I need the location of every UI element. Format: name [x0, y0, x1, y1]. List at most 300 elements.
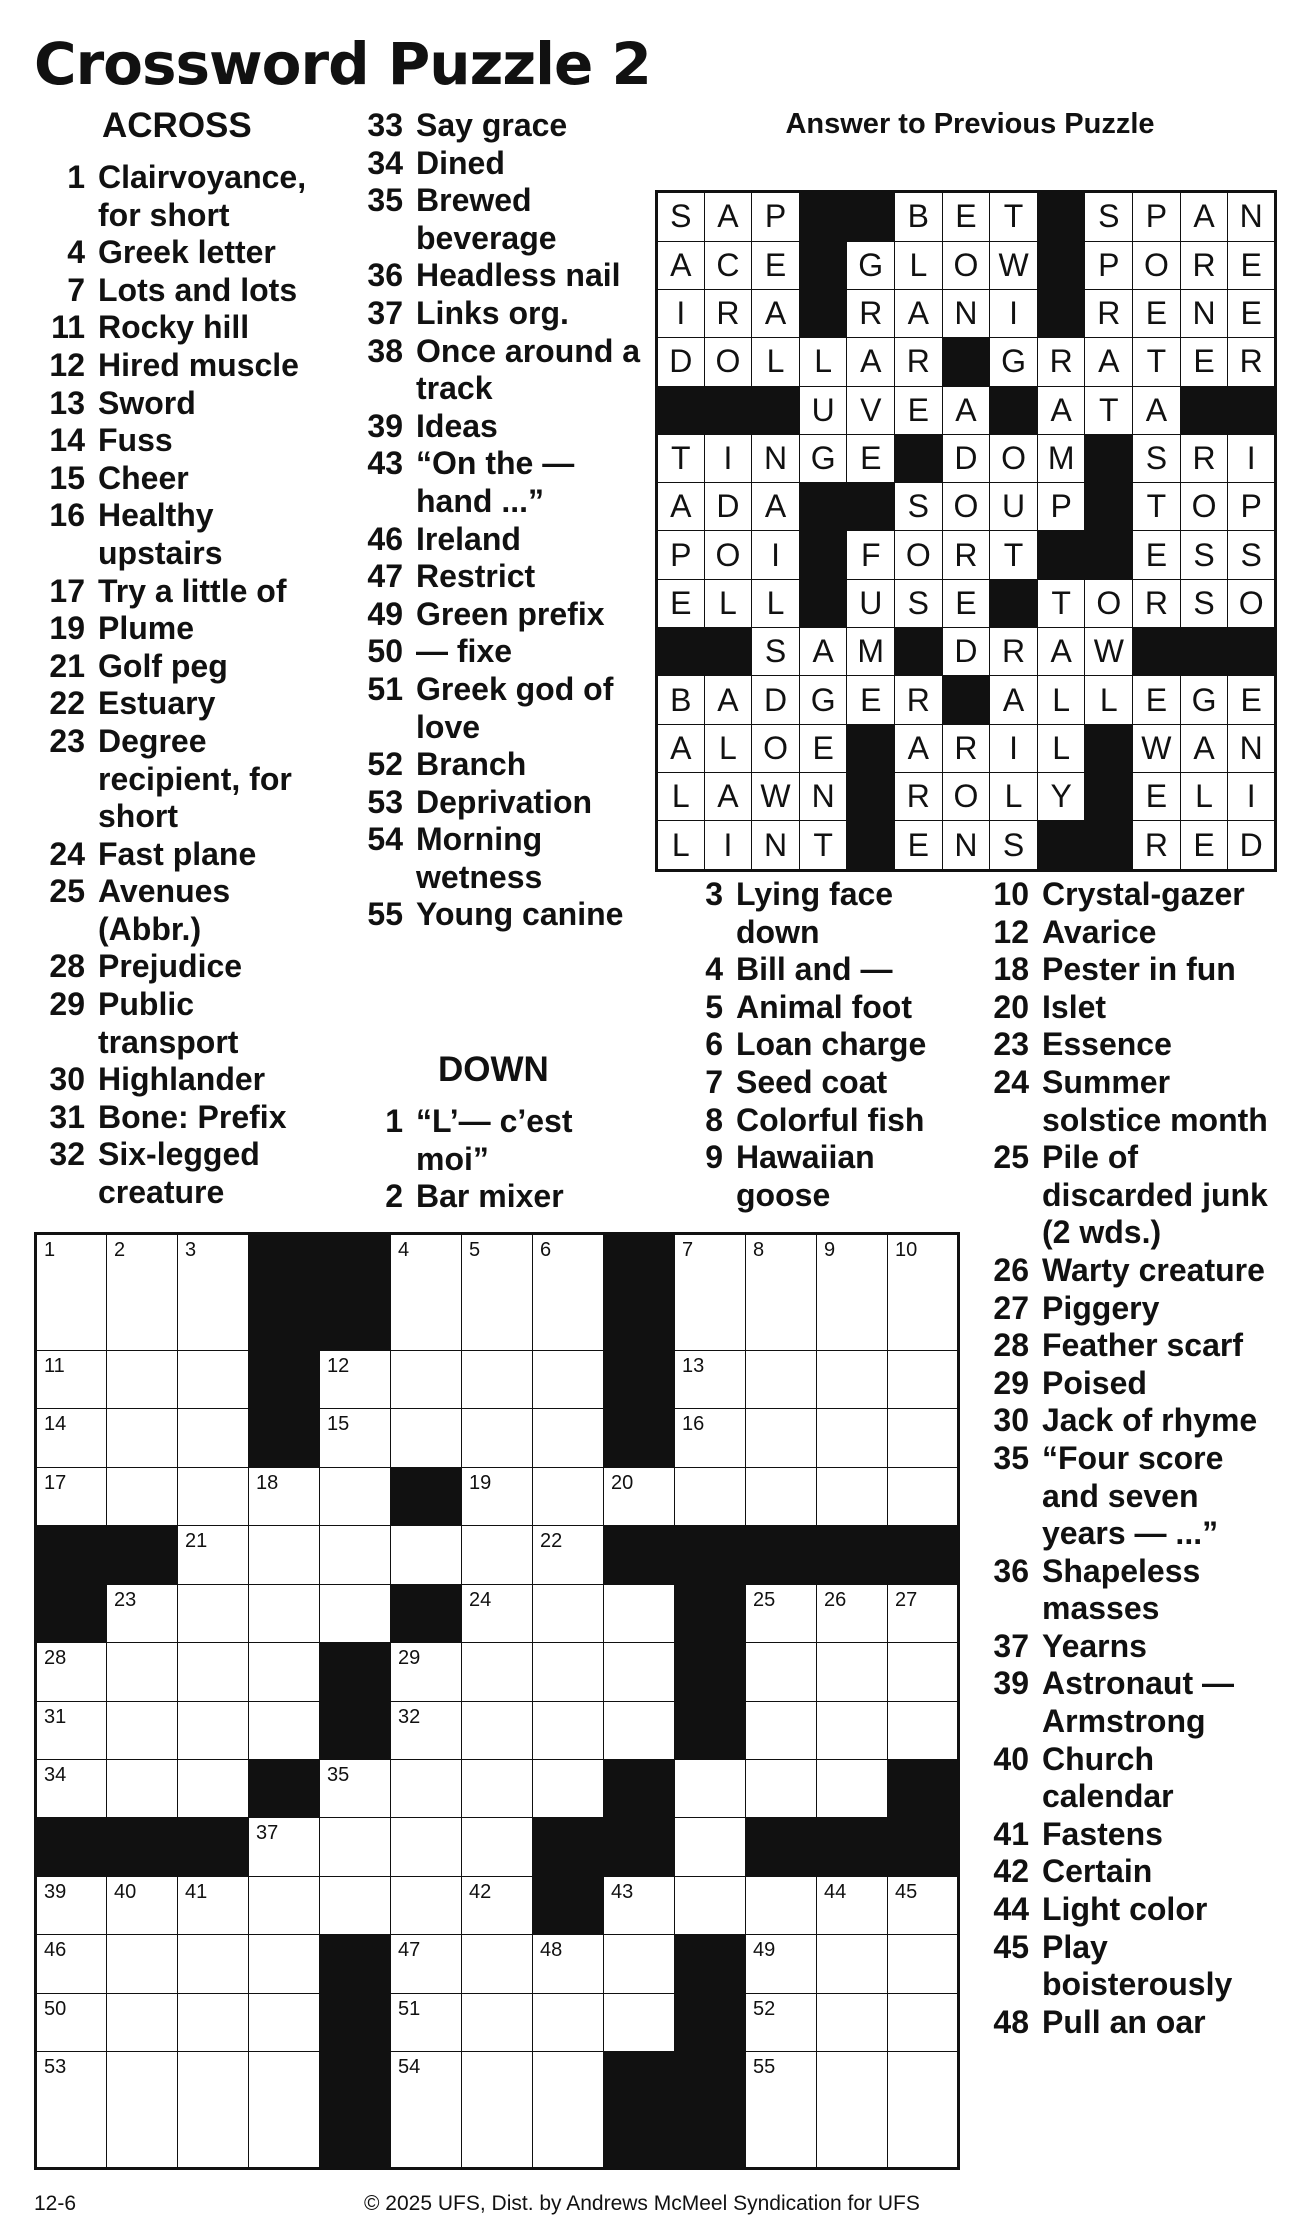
answer-cell: T — [657, 434, 705, 482]
grid-cell[interactable] — [533, 1643, 604, 1701]
grid-cell[interactable] — [462, 1350, 533, 1408]
grid-cell[interactable] — [533, 1935, 604, 1993]
clue-number: 13 — [49, 384, 85, 421]
answer-cell: A — [704, 192, 752, 242]
grid-cell[interactable] — [888, 1935, 959, 1993]
clue-number: 4 — [705, 951, 723, 988]
grid-cell[interactable] — [391, 1526, 462, 1584]
grid-cell[interactable] — [746, 1409, 817, 1467]
answer-row — [657, 289, 1276, 337]
clue-number: 37 — [367, 294, 403, 331]
cell-number: 42 — [469, 1880, 492, 1903]
grid-cell[interactable] — [178, 1467, 249, 1525]
answer-cell: E — [1133, 773, 1181, 821]
cell-number: 4 — [398, 1239, 410, 1261]
grid-cell[interactable] — [36, 1350, 107, 1408]
black-square — [657, 386, 705, 434]
clue-number: 42 — [993, 1853, 1029, 1890]
grid-cell[interactable] — [675, 1409, 746, 1467]
grid-cell[interactable] — [36, 2052, 107, 2169]
answer-cell: N — [942, 289, 990, 337]
grid-cell[interactable] — [675, 1818, 746, 1876]
grid-cell[interactable] — [391, 1701, 462, 1759]
answer-cell: O — [895, 531, 943, 579]
grid-cell[interactable] — [604, 1701, 675, 1759]
grid-cell[interactable] — [604, 1584, 675, 1642]
grid-cell[interactable] — [36, 1993, 107, 2051]
clue-number: 52 — [367, 746, 403, 783]
page-title: Crossword Puzzle 2 — [34, 30, 651, 98]
grid-cell[interactable] — [675, 1759, 746, 1817]
answer-cell: Y — [1037, 773, 1085, 821]
grid-row — [36, 2052, 959, 2169]
cell-number: 34 — [44, 1763, 67, 1786]
grid-cell[interactable] — [817, 1876, 888, 1934]
clue-text: Prejudice — [98, 948, 243, 985]
clue-number: 49 — [367, 595, 403, 632]
grid-cell[interactable] — [817, 1409, 888, 1467]
clue-number: 30 — [49, 1061, 85, 1098]
cell-number: 48 — [540, 1939, 563, 1962]
grid-cell[interactable] — [391, 1935, 462, 1993]
black-square — [249, 1409, 320, 1467]
grid-cell[interactable] — [533, 1234, 604, 1351]
cell-number: 1 — [44, 1239, 56, 1261]
grid-cell[interactable] — [391, 1409, 462, 1467]
grid-cell[interactable] — [391, 1643, 462, 1701]
grid-cell[interactable] — [462, 1993, 533, 2051]
clue-number: 24 — [993, 1063, 1029, 1100]
grid-cell[interactable] — [320, 1350, 391, 1408]
answer-cell: A — [1085, 338, 1133, 386]
clue-number: 36 — [993, 1552, 1029, 1589]
answer-cell: O — [1133, 241, 1181, 289]
answer-cell: S — [895, 579, 943, 627]
grid-cell[interactable] — [462, 1526, 533, 1584]
clue-text: Bar mixer — [416, 1178, 564, 1215]
black-square — [1037, 241, 1085, 289]
answer-cell: P — [1037, 483, 1085, 531]
clue-number: 25 — [993, 1139, 1029, 1176]
black-square — [746, 1818, 817, 1876]
grid-cell[interactable] — [462, 1759, 533, 1817]
grid-cell[interactable] — [178, 2052, 249, 2169]
black-square — [990, 386, 1038, 434]
grid-cell[interactable] — [533, 2052, 604, 2169]
clue-item — [352, 521, 642, 559]
clue-item — [352, 333, 642, 408]
clue-number: 19 — [49, 610, 85, 647]
black-square — [675, 2052, 746, 2169]
answer-cell: A — [990, 676, 1038, 724]
grid-cell[interactable] — [604, 1993, 675, 2051]
grid-cell[interactable] — [604, 1643, 675, 1701]
answer-cell: S — [990, 821, 1038, 871]
grid-cell[interactable] — [391, 1876, 462, 1934]
clue-text: Pile of discarded junk (2 wds.) — [1042, 1139, 1268, 1251]
grid-cell[interactable] — [320, 1526, 391, 1584]
clue-text: Try a little of — [98, 572, 287, 609]
clue-text: Estuary — [98, 685, 216, 722]
clue-number: 29 — [49, 986, 85, 1023]
grid-cell[interactable] — [320, 1409, 391, 1467]
cell-number: 31 — [44, 1705, 67, 1728]
grid-cell[interactable] — [391, 1350, 462, 1408]
answer-cell: E — [657, 579, 705, 627]
grid-cell[interactable] — [462, 1876, 533, 1934]
grid-cell[interactable] — [391, 2052, 462, 2169]
clue-number: 46 — [367, 520, 403, 557]
grid-cell[interactable] — [746, 1701, 817, 1759]
clue-text: Brewed beverage — [416, 182, 557, 256]
answer-cell: E — [895, 386, 943, 434]
grid-cell[interactable] — [391, 1818, 462, 1876]
grid-cell[interactable] — [178, 1350, 249, 1408]
grid-cell[interactable] — [462, 2052, 533, 2169]
black-square — [36, 1818, 107, 1876]
black-square — [817, 1526, 888, 1584]
cell-number: 37 — [256, 1822, 279, 1845]
clue-item — [978, 1891, 1288, 1929]
clue-item — [34, 1136, 339, 1211]
down-header: DOWN — [438, 1050, 549, 1089]
clue-item — [34, 836, 339, 874]
grid-cell[interactable] — [249, 1643, 320, 1701]
black-square — [1228, 628, 1276, 676]
grid-cell[interactable] — [36, 1467, 107, 1525]
grid-cell[interactable] — [746, 1935, 817, 1993]
down-clue-list-continued — [672, 876, 972, 1214]
grid-cell[interactable] — [533, 1993, 604, 2051]
clue-number: 28 — [993, 1327, 1029, 1364]
grid-cell[interactable] — [178, 1409, 249, 1467]
grid-cell[interactable] — [391, 1759, 462, 1817]
grid-cell[interactable] — [533, 1759, 604, 1817]
cell-number: 9 — [824, 1239, 836, 1261]
grid-cell[interactable] — [107, 1643, 178, 1701]
grid-cell[interactable] — [178, 1234, 249, 1351]
black-square — [1180, 386, 1228, 434]
grid-cell[interactable] — [746, 1876, 817, 1934]
clue-number: 21 — [49, 647, 85, 684]
answer-cell: I — [990, 289, 1038, 337]
answer-row — [657, 676, 1276, 724]
clue-item — [34, 986, 339, 1061]
clue-item — [352, 257, 642, 295]
grid-cell[interactable] — [178, 1876, 249, 1934]
clue-number: 7 — [705, 1063, 723, 1100]
grid-cell[interactable] — [391, 1234, 462, 1351]
grid-cell[interactable] — [107, 1993, 178, 2051]
answer-cell: U — [990, 483, 1038, 531]
black-square — [249, 1234, 320, 1351]
grid-cell[interactable] — [604, 1935, 675, 1993]
cell-number: 39 — [44, 1880, 67, 1903]
grid-cell[interactable] — [533, 1701, 604, 1759]
grid-cell[interactable] — [36, 1935, 107, 1993]
answer-cell: N — [942, 821, 990, 871]
clue-number: 25 — [49, 873, 85, 910]
grid-cell[interactable] — [36, 1409, 107, 1467]
grid-cell[interactable] — [462, 1701, 533, 1759]
clue-text: Animal foot — [736, 988, 912, 1025]
clue-number: 28 — [49, 948, 85, 985]
grid-cell[interactable] — [178, 1701, 249, 1759]
grid-cell[interactable] — [817, 1350, 888, 1408]
black-square — [320, 1234, 391, 1351]
clue-text: Essence — [1042, 1026, 1172, 1063]
grid-cell[interactable] — [107, 2052, 178, 2169]
cell-number: 26 — [824, 1588, 847, 1611]
clue-item — [672, 1026, 972, 1064]
grid-cell[interactable] — [249, 1993, 320, 2051]
grid-cell[interactable] — [675, 1234, 746, 1351]
grid-cell[interactable] — [249, 1467, 320, 1525]
clue-item — [978, 1365, 1288, 1403]
grid-row — [36, 1818, 959, 1876]
clue-item — [34, 460, 339, 498]
clue-text: Play boisterously — [1042, 1928, 1233, 2003]
answer-cell: E — [1133, 531, 1181, 579]
clue-text: Dined — [416, 144, 505, 181]
grid-cell[interactable] — [107, 1409, 178, 1467]
grid-cell[interactable] — [533, 1467, 604, 1525]
clue-text: Highlander — [98, 1061, 266, 1098]
grid-cell[interactable] — [178, 1584, 249, 1642]
clue-item — [352, 558, 642, 596]
cell-number: 50 — [44, 1997, 67, 2020]
grid-cell[interactable] — [746, 1643, 817, 1701]
clue-text: Bill and — — [736, 951, 893, 988]
grid-cell[interactable] — [178, 1643, 249, 1701]
cell-number: 40 — [114, 1880, 137, 1903]
grid-cell[interactable] — [604, 1876, 675, 1934]
answer-row — [657, 192, 1276, 242]
clue-item — [34, 159, 339, 234]
grid-cell[interactable] — [817, 1993, 888, 2051]
grid-cell[interactable] — [249, 1818, 320, 1876]
grid-cell[interactable] — [746, 1467, 817, 1525]
black-square — [704, 628, 752, 676]
clue-text: Hired muscle — [98, 346, 299, 383]
cell-number: 55 — [753, 2056, 776, 2079]
answer-cell: G — [847, 241, 895, 289]
grid-cell[interactable] — [533, 1584, 604, 1642]
grid-cell[interactable] — [107, 1350, 178, 1408]
black-square — [799, 483, 847, 531]
clue-item — [352, 107, 642, 145]
grid-cell[interactable] — [107, 1467, 178, 1525]
grid-cell[interactable] — [533, 1350, 604, 1408]
grid-cell[interactable] — [320, 1467, 391, 1525]
grid-cell[interactable] — [107, 1759, 178, 1817]
grid-cell[interactable] — [888, 2052, 959, 2169]
clue-number: 23 — [993, 1026, 1029, 1063]
clue-text: “Four score and seven years — ...” — [1042, 1439, 1224, 1552]
clue-text: Plume — [98, 610, 195, 647]
clue-text: Light color — [1042, 1891, 1208, 1928]
grid-cell[interactable] — [746, 1584, 817, 1642]
grid-cell[interactable] — [746, 1234, 817, 1351]
grid-cell[interactable] — [746, 2052, 817, 2169]
clue-text: Fastens — [1042, 1815, 1163, 1852]
grid-cell[interactable] — [817, 2052, 888, 2169]
grid-cell[interactable] — [249, 1584, 320, 1642]
black-square — [391, 1467, 462, 1525]
clue-item — [352, 596, 642, 634]
clue-item — [672, 876, 972, 951]
grid-cell[interactable] — [817, 1234, 888, 1351]
black-square — [752, 386, 800, 434]
grid-cell[interactable] — [249, 1876, 320, 1934]
grid-row — [36, 1350, 959, 1408]
grid-cell[interactable] — [533, 1409, 604, 1467]
answer-row — [657, 724, 1276, 772]
grid-cell[interactable] — [817, 1935, 888, 1993]
grid-cell[interactable] — [675, 1467, 746, 1525]
grid-cell[interactable] — [178, 1759, 249, 1817]
grid-cell[interactable] — [249, 2052, 320, 2169]
clue-text: Degree recipient, for short — [98, 722, 292, 835]
grid-cell[interactable] — [888, 1993, 959, 2051]
answer-cell: R — [1180, 241, 1228, 289]
black-square — [178, 1818, 249, 1876]
grid-cell[interactable] — [107, 1584, 178, 1642]
clue-text: Deprivation — [416, 783, 593, 820]
grid-cell[interactable] — [462, 1643, 533, 1701]
black-square — [533, 1818, 604, 1876]
clue-text: “L’— c’est moi” — [416, 1103, 573, 1177]
grid-cell[interactable] — [462, 1935, 533, 1993]
grid-cell[interactable] — [604, 1467, 675, 1525]
clue-item — [672, 1139, 972, 1214]
clue-text: Lots and lots — [98, 271, 298, 308]
answer-cell: W — [1085, 628, 1133, 676]
answer-row — [657, 821, 1276, 871]
clue-number: 1 — [67, 159, 85, 195]
grid-cell[interactable] — [533, 1526, 604, 1584]
cell-number: 14 — [44, 1413, 67, 1436]
grid-cell[interactable] — [36, 1701, 107, 1759]
grid-cell[interactable] — [320, 1584, 391, 1642]
clue-text: Lying face down — [736, 876, 894, 950]
clue-number: 37 — [993, 1627, 1029, 1664]
answer-cell: R — [895, 773, 943, 821]
grid-cell[interactable] — [675, 1876, 746, 1934]
grid-cell[interactable] — [462, 1409, 533, 1467]
grid-cell[interactable] — [817, 1584, 888, 1642]
black-square — [604, 2052, 675, 2169]
black-square — [799, 579, 847, 627]
clue-number: 32 — [49, 1136, 85, 1173]
black-square — [1085, 483, 1133, 531]
grid-cell[interactable] — [888, 1234, 959, 1351]
grid-cell[interactable] — [36, 1759, 107, 1817]
grid-cell[interactable] — [817, 1643, 888, 1701]
grid-cell[interactable] — [888, 1584, 959, 1642]
clue-number: 18 — [993, 951, 1029, 988]
clue-item — [978, 1327, 1288, 1365]
answer-cell: L — [752, 338, 800, 386]
grid-cell[interactable] — [462, 1467, 533, 1525]
grid-cell[interactable] — [746, 1993, 817, 2051]
grid-cell[interactable] — [178, 1526, 249, 1584]
cell-number: 3 — [185, 1239, 197, 1261]
grid-cell[interactable] — [817, 1701, 888, 1759]
answer-cell: R — [1180, 434, 1228, 482]
grid-cell[interactable] — [249, 1701, 320, 1759]
grid-cell[interactable] — [888, 1467, 959, 1525]
grid-cell[interactable] — [817, 1467, 888, 1525]
grid-cell[interactable] — [320, 1876, 391, 1934]
grid-cell[interactable] — [746, 1759, 817, 1817]
black-square — [888, 1526, 959, 1584]
clue-text: Crystal-gazer — [1042, 876, 1245, 912]
clue-text: Bone: Prefix — [98, 1098, 287, 1135]
clue-text: Clairvoyance, for short — [98, 159, 307, 233]
clue-item — [352, 445, 642, 520]
answer-cell: I — [752, 531, 800, 579]
answer-cell: I — [990, 724, 1038, 772]
grid-cell[interactable] — [746, 1350, 817, 1408]
clue-number: 8 — [705, 1101, 723, 1138]
grid-cell[interactable] — [178, 1993, 249, 2051]
across-clue-list-continued — [352, 107, 642, 934]
grid-cell[interactable] — [178, 1935, 249, 1993]
grid-cell[interactable] — [107, 1935, 178, 1993]
answer-cell: I — [704, 821, 752, 871]
black-square — [888, 1818, 959, 1876]
grid-cell[interactable] — [888, 1701, 959, 1759]
grid-cell[interactable] — [107, 1701, 178, 1759]
black-square — [249, 1350, 320, 1408]
grid-cell[interactable] — [462, 1234, 533, 1351]
cell-number: 25 — [753, 1588, 776, 1611]
answer-cell: I — [657, 289, 705, 337]
clue-item — [352, 295, 642, 333]
grid-cell[interactable] — [888, 1876, 959, 1934]
grid-cell[interactable] — [391, 1993, 462, 2051]
grid-cell[interactable] — [249, 1526, 320, 1584]
answer-cell: A — [752, 483, 800, 531]
grid-cell[interactable] — [36, 1876, 107, 1934]
answer-cell: R — [895, 676, 943, 724]
grid-cell[interactable] — [462, 1818, 533, 1876]
grid-cell[interactable] — [888, 1643, 959, 1701]
answer-cell: R — [704, 289, 752, 337]
grid-cell[interactable] — [36, 1643, 107, 1701]
grid-cell[interactable] — [817, 1759, 888, 1817]
grid-cell[interactable] — [320, 1818, 391, 1876]
cell-number: 35 — [327, 1763, 350, 1786]
clue-item — [352, 633, 642, 671]
clue-number: 43 — [367, 445, 403, 482]
grid-cell[interactable] — [462, 1584, 533, 1642]
grid-cell[interactable] — [249, 1935, 320, 1993]
grid-cell[interactable] — [320, 1759, 391, 1817]
clue-number: 14 — [49, 422, 85, 459]
grid-cell[interactable] — [888, 1409, 959, 1467]
grid-cell[interactable] — [107, 1234, 178, 1351]
grid-cell[interactable] — [107, 1876, 178, 1934]
grid-cell[interactable] — [36, 1234, 107, 1351]
black-square — [36, 1584, 107, 1642]
grid-cell[interactable] — [888, 1350, 959, 1408]
answer-row — [657, 579, 1276, 627]
clue-number: 26 — [993, 1251, 1029, 1288]
grid-cell[interactable] — [675, 1350, 746, 1408]
clue-item — [352, 145, 642, 183]
